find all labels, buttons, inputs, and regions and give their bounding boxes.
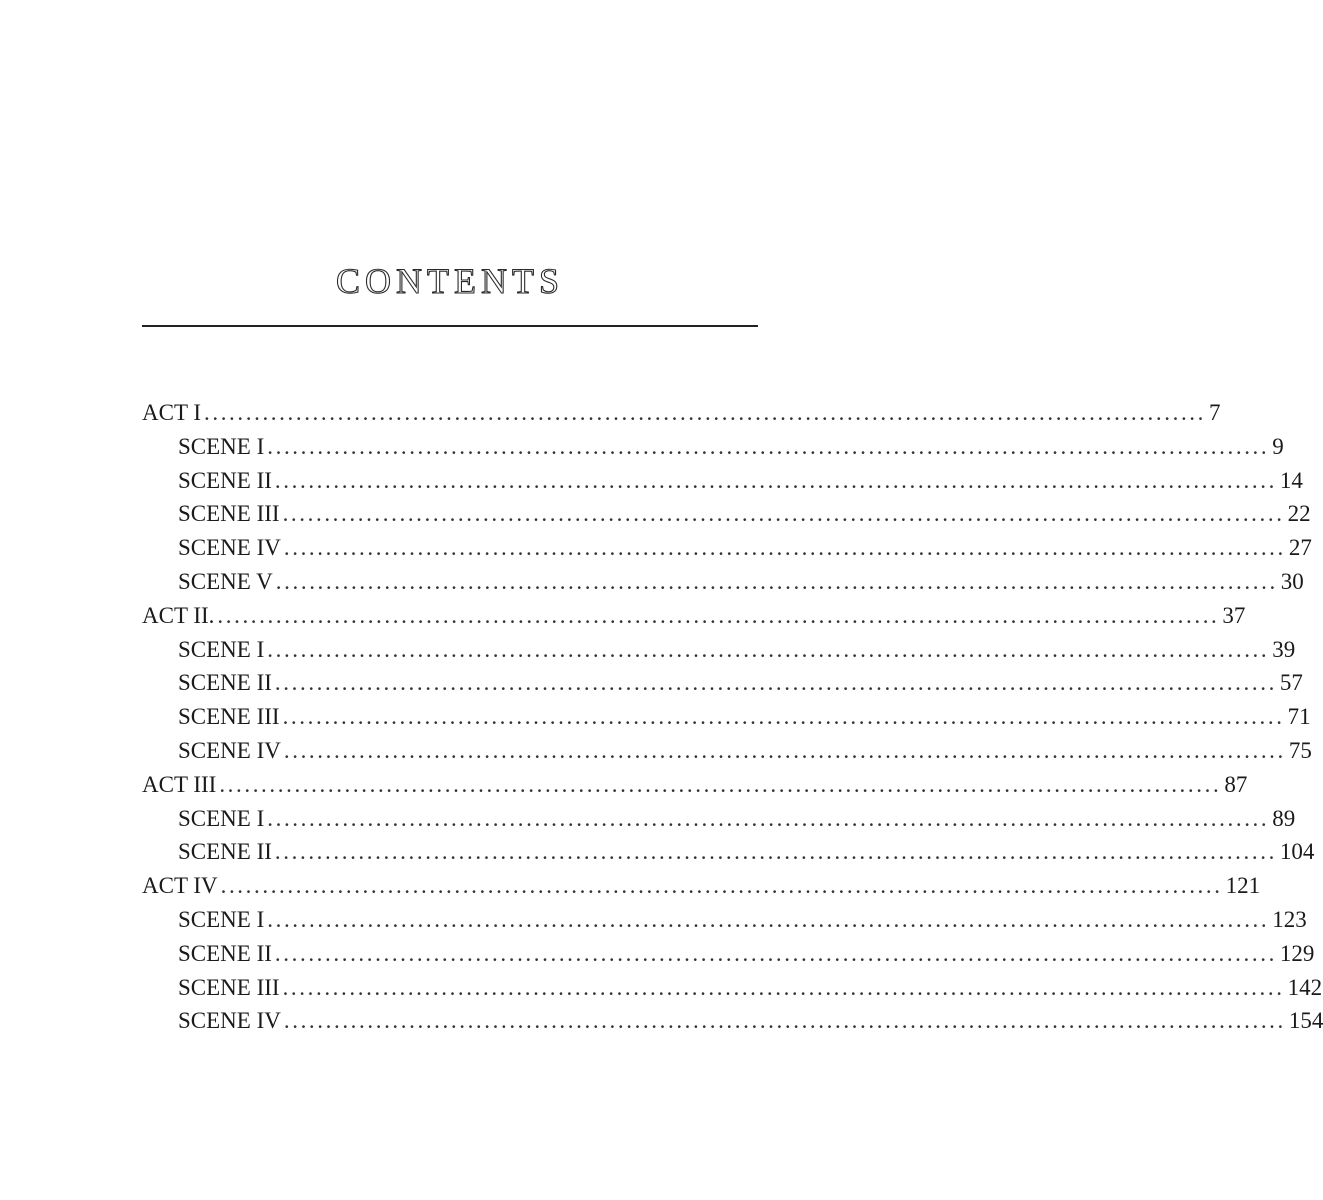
dot-leader: ........................................................................................................................ xyxy=(283,737,1286,763)
toc-entry-page-number: 87 xyxy=(1224,771,1248,797)
dot-leader: ........................................................................................................................ xyxy=(267,805,1270,831)
toc-entry-act xyxy=(142,599,1246,633)
toc-entry-label: SCENE I xyxy=(178,805,265,831)
toc-entry-page-number: 129 xyxy=(1279,940,1315,966)
dot-leader: ........................................................................................................................ xyxy=(282,501,1285,527)
dot-leader: ........................................................................................................................ xyxy=(274,940,1277,966)
toc-entry-scene xyxy=(142,565,1304,599)
dot-leader: ........................................................................................................................ xyxy=(275,568,1278,594)
toc-entry-label: SCENE III xyxy=(178,704,280,730)
toc-entry-act xyxy=(142,768,1248,802)
toc-entry-page-number: 154 xyxy=(1288,1008,1323,1034)
toc-entry-label: ACT II. xyxy=(142,602,215,628)
dot-leader: ........................................................................................................................ xyxy=(283,535,1286,561)
title-rule xyxy=(142,325,758,327)
toc-entry-page-number: 121 xyxy=(1225,873,1261,899)
toc-entry-page-number: 104 xyxy=(1279,839,1315,865)
toc-entry-act xyxy=(142,396,1221,430)
toc-entry-label: SCENE IV xyxy=(178,1008,281,1034)
toc-entry-label: SCENE V xyxy=(178,568,273,594)
toc-entry-label: ACT III xyxy=(142,771,217,797)
toc-entry-scene xyxy=(142,700,1311,734)
toc-entry-scene xyxy=(142,497,1311,531)
toc-entry-label: SCENE II xyxy=(178,670,272,696)
toc-entry-label: SCENE II xyxy=(178,467,272,493)
toc-entry-label: SCENE III xyxy=(178,501,280,527)
toc-entry-label: SCENE II xyxy=(178,839,272,865)
toc-entry-page-number: 37 xyxy=(1222,602,1246,628)
toc-entry-label: SCENE I xyxy=(178,906,265,932)
toc-entry-page-number: 89 xyxy=(1272,805,1296,831)
toc-entry-label: SCENE IV xyxy=(178,737,281,763)
toc-entry-label: SCENE I xyxy=(178,636,265,662)
toc-entry-scene xyxy=(142,531,1312,565)
toc-entry-scene xyxy=(142,802,1296,836)
toc-entry-act xyxy=(142,869,1261,903)
toc-entry-scene xyxy=(142,903,1307,937)
dot-leader: ........................................................................................................................ xyxy=(204,400,1206,425)
toc-entry-label: ACT I xyxy=(142,400,201,425)
dot-leader: ........................................................................................................................ xyxy=(219,771,1222,797)
page-title: CONTENTS xyxy=(336,261,564,301)
toc-entry-page-number: 71 xyxy=(1287,704,1311,730)
toc-entry-page-number: 30 xyxy=(1280,568,1304,594)
toc-entry-scene xyxy=(142,430,1284,464)
toc-entry-page-number: 142 xyxy=(1287,974,1323,1000)
toc-entry-scene xyxy=(142,1004,1323,1038)
toc-entry-scene xyxy=(142,734,1312,768)
dot-leader: ........................................................................................................................ xyxy=(267,433,1270,459)
toc-entry-label: SCENE IV xyxy=(178,535,281,561)
toc-entry-label: SCENE II xyxy=(178,940,272,966)
toc-entry-page-number: 9 xyxy=(1272,433,1284,459)
dot-leader: ........................................................................................................................ xyxy=(274,670,1277,696)
dot-leader: ........................................................................................................................ xyxy=(283,1008,1286,1034)
toc-entry-scene xyxy=(142,971,1323,1005)
toc-entry-scene xyxy=(142,835,1315,869)
toc-entry-page-number: 7 xyxy=(1209,400,1221,425)
toc-entry-scene xyxy=(142,937,1315,971)
dot-leader: ........................................................................................................................ xyxy=(267,906,1270,932)
dot-leader: ........................................................................................................................ xyxy=(267,636,1270,662)
dot-leader: ........................................................................................................................ xyxy=(274,467,1277,493)
dot-leader: ........................................................................................................................ xyxy=(220,873,1223,899)
toc-entry-scene xyxy=(142,464,1303,498)
toc-entry-page-number: 27 xyxy=(1288,535,1312,561)
toc-entry-label: ACT IV xyxy=(142,873,218,899)
toc-entry-page-number: 57 xyxy=(1279,670,1303,696)
toc-entry-label: SCENE I xyxy=(178,433,265,459)
dot-leader: ........................................................................................................................ xyxy=(282,974,1285,1000)
dot-leader: ........................................................................................................................ xyxy=(282,704,1285,730)
dot-leader: ........................................................................................................................ xyxy=(274,839,1277,865)
toc-entry-page-number: 123 xyxy=(1272,906,1307,932)
toc-entry-page-number: 14 xyxy=(1279,467,1303,493)
table-of-contents xyxy=(142,396,1323,1038)
dot-leader: ........................................................................................................................ xyxy=(217,602,1220,628)
toc-entry-page-number: 75 xyxy=(1288,737,1312,763)
toc-entry-label: SCENE III xyxy=(178,974,280,1000)
toc-entry-page-number: 39 xyxy=(1272,636,1296,662)
toc-entry-page-number: 22 xyxy=(1287,501,1311,527)
toc-entry-scene xyxy=(142,633,1296,667)
toc-entry-scene xyxy=(142,666,1303,700)
